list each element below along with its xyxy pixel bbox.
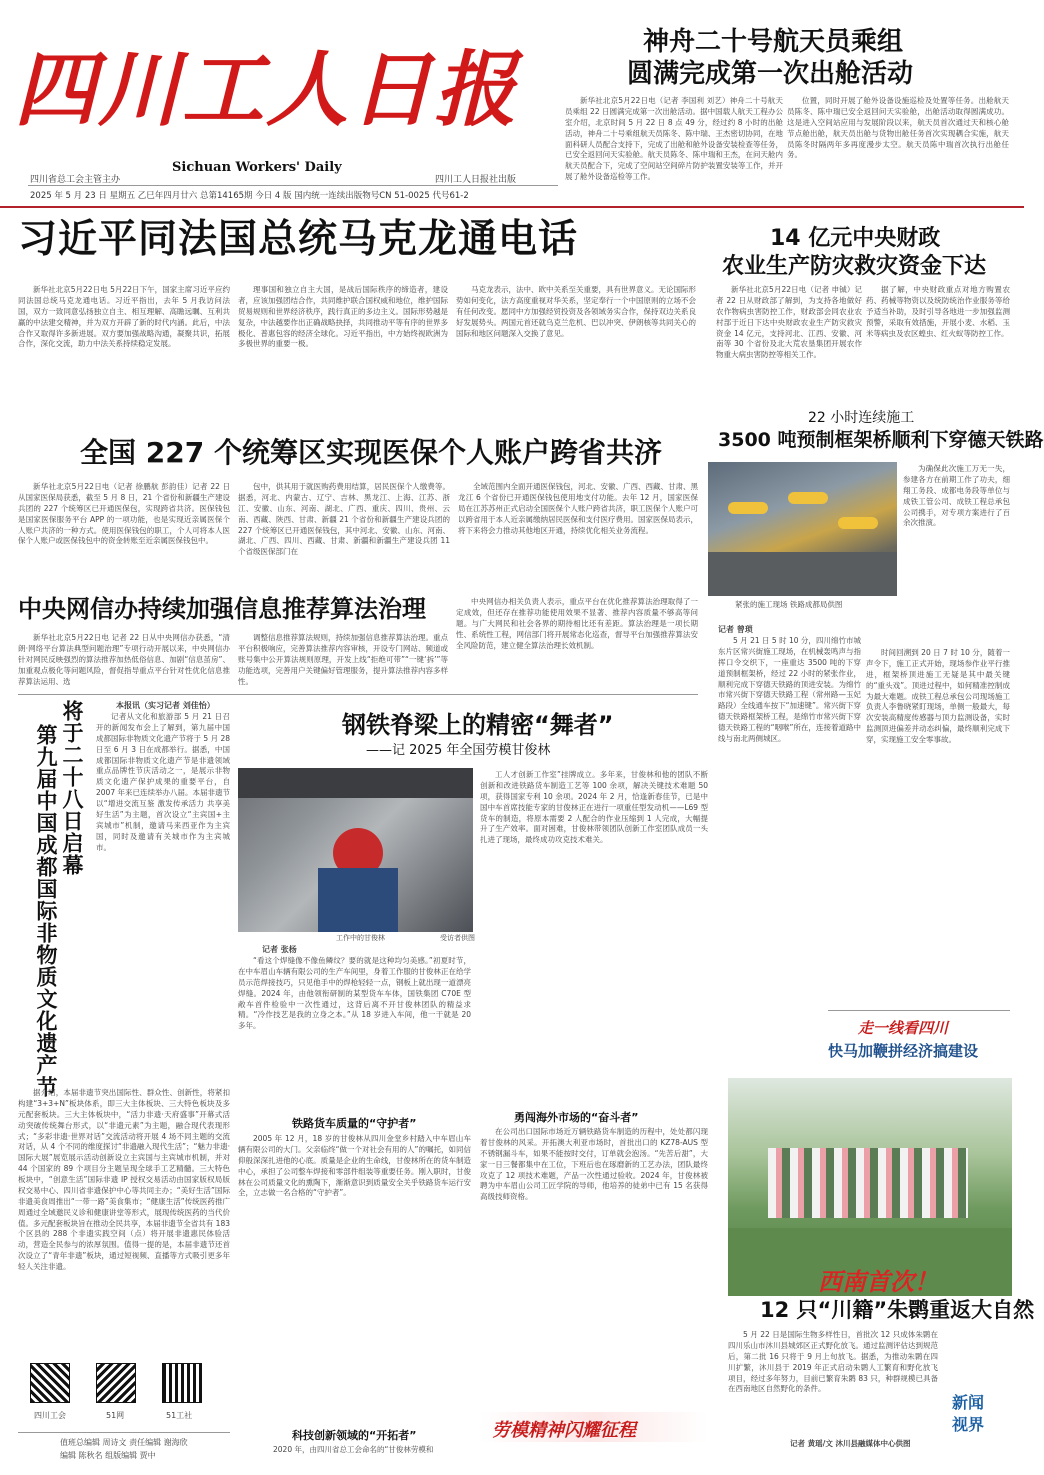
intangible-intro-text: 记者从文化和旅游部 5 月 21 日召开的新闻发布会上了解到，第九届中国成都国际非物质文化遗产节将于 5 月 28 日至 6 月 3 日在成都举行。据悉，中国成都国际非物质文化遗产节是非遗领域重点品牌性节庆活动之一，是展示非物质文化遗产保护成果的重要平台，自 2007 年来已连续举办八届。本届非遗节以“增进交流互鉴 激发传承活力 共享美好生活”为主题，首次设立“主宾国+主宾城市”机制，邀请马来西亚作为主宾国，同时及邀请有关城市作为主宾城市。 <box>96 712 230 852</box>
medical-text-3: 全域范围内全面开通医保钱包，河北、安徽、广西、西藏、甘肃、黑龙江 6 个省份已开通医保钱包使用地支付功能。去年 12 月，国家医保局在江苏苏州正式启动全国医保个人账户跨省共济，职工医保个人账户可以跨省用于本人近亲属缴纳居民医保和支付医疗费用。国家医保局表示，将下来将会力推动其他地区开通，持续优化相关业务流程。 <box>458 482 698 535</box>
masthead-issue-line: 2025 年 5 月 23 日 星期五 乙巳年四月廿六 总第14165期 今日 4 版 国内统一连续出版物号CN 51-0025 代号61-2 <box>30 191 469 201</box>
railway-headline: 3500 吨预制框架桥顺利下穿德天铁路 <box>718 429 1044 451</box>
shenzhou-col-1 <box>565 96 783 194</box>
lead-text-3: 马克龙表示，法中、欧中关系至关重要，具有世界意义。无论国际形势如何变化，法方高度重视对华关系，坚定奉行一个中国原则的立场不会有任何改变。愿同中方加强经贸投资及各领域务实合作，保持双边关系良好发展势头。两国元首还就乌克兰危机、巴以冲突、伊朗核等共同关心的国际和地区问题深入交换了意见。 <box>456 285 696 338</box>
feature-photo-credit: 受访者供图 <box>440 934 475 942</box>
qr-label-1: 四川工会 <box>34 1411 66 1420</box>
railway-text-1: 5 月 21 日 5 时 10 分，四川绵竹市城东片区常兴街施工现场，在机械轰鸣声与指挥口令交织下，一座重达 3500 吨的下穿道预制框架桥，经过 22 小时的紧张作业，顺利完成下穿德天铁路的顶进安装。为绵竹市常兴街下穿德天铁路工程（常州路—玉妃路段）全线通车按下“加速键”。常兴街下穿德天铁路框架桥工程，是绵竹市常兴街下穿德天铁路工程的“咽喉”所在，连接着道路中线与南北两侧城区。 <box>718 636 861 743</box>
railway-kicker: 22 小时连续施工 <box>808 410 915 426</box>
masthead-english: Sichuan Workers' Daily <box>172 160 342 175</box>
ibis-photo-overlay: 西南首次！ <box>818 1268 938 1296</box>
qr-code-2[interactable] <box>96 1363 136 1403</box>
qr-code-3[interactable] <box>162 1363 202 1403</box>
finance-text-2: 据了解，中央财政重点对地方购置农药、药械等物资以及统防统治作业服务等给予适当补助，及时引导各地进一步加强监测预警，采取有效措施，开展小麦、水稻、玉米等病虫及农区蝗虫、红火蚁等防控工作。 <box>866 285 1010 338</box>
qr-code-1[interactable] <box>30 1363 70 1403</box>
lead-headline: 习近平同法国总统马克龙通电话 <box>18 217 579 262</box>
feature-col-2 <box>480 770 708 1110</box>
news-vision-tag <box>948 1388 1008 1434</box>
news-vision-tag-2: 视界 <box>952 1415 985 1434</box>
feature-photo <box>238 768 473 932</box>
algorithm-col-2 <box>238 633 448 689</box>
shenzhou-headline-1: 神舟二十号航天员乘组 <box>643 27 904 57</box>
feature-photo-caption: 工作中的甘俊林 <box>336 934 385 942</box>
lead-col-3 <box>456 285 696 405</box>
feature-section-3: 科技创新领域的“开拓者” <box>292 1429 417 1442</box>
lead-text-1: 新华社北京5月22日电 5月22日下午，国家主席习近平应约同法国总统马克龙通电话。习近平指出，去年 5 月我访问法国，双方一致同意弘扬独立自主、相互理解、高瞻远瞩、互利共赢的中法建交精神，并为双方开辟了新的时代内涵。此后，中法合作又取得许多新进展。双方要加强战略沟通，凝聚共识，拓展合作，深化交流，助力中法关系持续稳定发展。 <box>18 285 230 349</box>
medical-headline: 全国 227 个统筹区实现医保个人账户跨省共济 <box>80 436 662 469</box>
intangible-vertical-headline-1: 将于二十八日启幕 <box>60 700 84 876</box>
shenzhou-headline-2: 圆满完成第一次出舱活动 <box>627 59 914 89</box>
railway-col-1 <box>718 636 861 1006</box>
railway-photo-caption: 紧张的施工现场 铁路成都局供图 <box>735 600 843 609</box>
ibis-headline: 12 只“川籍”朱鹮重返大自然 <box>760 1298 1035 1322</box>
feature-col-1b <box>238 1134 471 1422</box>
qr-label-3: 51工社 <box>166 1411 193 1420</box>
shenzhou-text-1: 新华社北京5月22日电（记者 李国利 刘艺）神舟二十号航天员乘组 22 日圆满完成第一次出舱活动。据中国载人航天工程办公室介绍，北京时间 5 月 22 日 8 点 49 分，经过约 8 小时的出舱活动，神舟二十号乘组航天员陈冬、陈中瑞、王杰密切协同，在地面科研人员配合支持下，完成了出舱和舱外设备安装检查等任务，已安全返回问天实验舱。航天员陈冬、陈中瑞和王杰，在问天舱内航天员配合下，完成了空间站空间碎片防护装置安装等工作，并开展了舱外设备巡检等工作。 <box>565 96 783 182</box>
finance-col-1 <box>716 285 862 401</box>
feature-section-1: 铁路货车质量的“守护者” <box>292 1117 417 1130</box>
masthead-logo: 四川工人日报 <box>14 42 518 138</box>
railway-photo <box>708 462 897 596</box>
intangible-body-text: 据介绍，本届非遗节突出国际性、群众性、创新性，将紧扣构建“3+3+N”板块体系，即三大主体板块、三大特色板块及多元配套板块。三大主体板块中，“活力非遗·天府盛事”开幕式活动突破传统舞台形式，以“非遗元素”为主题，融合现代表现形式；“多彩非遗·世界对话”交流活动将开展 4 场不同主题的交流对话，从 4 个不同的维度探讨“非遗融入现代生活”；“魅力非遗·国际大展”展览展示活动创新设立主宾国与主宾城市机制，并对 44 个国家的 89 个项目分主题呈现全球手工艺精髓。三大特色板块中，“创意生活”国际非遗 IP 授权交易活动由国家版权局版权交易中心、四川省非遗保护中心等共同主办；“美好生活”国际非遗美食周推出“一带一路”美食集市；“健康生活”传统医药推广周通过全域邀民义诊和健康讲堂等形式，展现传统医药的当代价值。多元配套板块旨在推动全民共享，本届非遗节全省共有 183 个区县的 288 个非遗实践空间（点）将开展非遗惠民体验活动，营造全民参与的浓厚氛围。值得一提的是，本届非遗节还首次设立了“青年非遗”板块，通过短视频、直播等方式吸引更多年轻人关注非遗。 <box>18 1088 230 1271</box>
algorithm-text-2: 调整信息推荐算法规则，持续加强信息推荐算法治理。重点平台积极响应，完善算法推荐内容审核，开设专门网站、频道或账号集中公开算法规则原理，开发上线“拒绝可带”“一键‘拆’”等功能选项，完善用户关键偏好管理服务，提升算法推荐内容多样性。 <box>238 633 448 686</box>
editors-line-2: 编辑 陈秋名 组版编辑 贾中 <box>60 1451 156 1460</box>
masthead-rule <box>0 206 1024 208</box>
ibis-credit: 记者 黄瑶/文 沐川县融媒体中心供图 <box>790 1439 911 1448</box>
feature-text-2b: 在公司出口国际市场近万辆铁路货车制造的历程中，处处都闪现着甘俊林的风采。开拓澳大利亚市场时，首批出口的 KZ78-AUS 型不锈钢漏斗车，如果不能按时交付，订单就会泡汤。“先苦后甜”，大家一日三餐都集中在工位，下班后也在琢磨新的工艺办法，团队最终攻克了 12 项技术难题，产品一次性通过验收。2024 年，甘俊林被聘为中车眉山公司工匠学院的导师，他培养的徒弟中已有 15 名获得高级技师资格。 <box>480 1127 708 1202</box>
masthead-right-note: 四川工人日报社出版 <box>435 175 517 185</box>
shenzhou-text-2: 位置，同时开展了舱外设备设施巡检及处置等任务。出舱航天员陈冬、陈中瑞已安全返回问天实验舱，出舱活动取得圆满成功。这是进入空间站应用与发展阶段以来，航天员首次通过天和核心舱节点舱出舱，航天员出舱与货物出舱任务首次实现耦合实施，航天员陈冬时隔两年多再度漫步太空。航天员陈中瑞首次执行出舱任务。 <box>787 96 1009 160</box>
lead-col-1 <box>18 285 230 405</box>
feature-col-1c <box>258 1445 471 1459</box>
railway-text-right: 为确保此次施工万无一失，参建各方在前期工作了功夫，细翔工务段、成都电务段等单位与成铁工管公司、成铁工程总承包公司携手，对专项方案进行了百余次推演。 <box>903 464 1010 528</box>
ibis-text: 5 月 22 日是国际生物多样性日，首批次 12 只成体朱鹮在四川乐山市沐川县城郊区正式野化放飞。通过监测评估达到规范后，第二批 16 只将于 9 月上旬放飞。据悉，为推动朱鹮在四川扩繁，沐川县于 2019 年正式启动朱鹮人工繁育和野化放飞项目，经过多年努力，目前已繁育朱鹮 83 只，种群规模已具备在西南地区自然野化的条件。 <box>728 1330 938 1394</box>
lead-text-2: 理事国和独立自主大国，是战后国际秩序的缔造者，建设者，应该加强团结合作，共同维护联合国权威和地位，维护国际贸易规则和世界经济秩序，践行真正的多边主义。国际形势越是复杂，中法越要作出正确战略抉择，共同推动平等有序的世界多极化、普惠包容的经济全球化。习近平指出，中方始终视欧洲为多极世界的重要一极。 <box>238 285 448 349</box>
intangible-intro <box>96 712 230 1092</box>
finance-text-1: 新华社北京5月22日电（记者 申铖）记者 22 日从财政部了解到，为支持各地做好农作物病虫害防控工作，财政部会同农业农村部于近日下达中央财政农业生产防灾救灾资金 14 亿元，支持河北、江西、安徽、河南等 30 个省份及北大荒农垦集团开展农作物重大病虫害防控等相关工作。 <box>716 285 862 360</box>
editors-line-1: 值班总编辑 周诗文 责任编辑 谢海欣 <box>60 1438 188 1447</box>
editors-divider <box>18 1432 230 1433</box>
qr-label-2: 51网 <box>106 1411 125 1420</box>
economy-banner <box>828 1010 1010 1070</box>
news-vision-tag-1: 新闻 <box>952 1393 985 1412</box>
feature-text-2: 工人才创新工作室”挂牌成立。多年来，甘俊林和他的团队不断创新和改进铁路货车制造工艺等 100 余项，解决关键技术难题 50 项，获得国家专利 10 余项。2024 年 2 月，恰逢新春佳节，已是中国中车首席技能专家的甘俊林正在进行一项重任型发动机——L69 型货车的制造，将原本需要 2 人配合的作业压缩到 1 人完成，大幅提升了生产效率。面对困难，甘俊林带领团队创新工作室团队成员一头扎进了现场，最终成功攻克技术难关。 <box>480 770 708 845</box>
finance-headline-1: 14 亿元中央财政 <box>770 226 941 251</box>
ibis-body <box>728 1330 938 1438</box>
economy-tag: 走一线看四川 <box>858 1019 949 1037</box>
railway-col-2 <box>866 648 1010 1006</box>
economy-headline: 快马加鞭拼经济搞建设 <box>828 1042 979 1060</box>
masthead-left-note: 四川省总工会主管主办 <box>30 175 121 185</box>
medical-col-2 <box>238 482 450 594</box>
finance-headline-2: 农业生产防灾救灾资金下达 <box>722 254 987 279</box>
feature-headline: 钢铁脊梁上的精密“舞者” <box>342 711 614 739</box>
feature-col-2b <box>480 1127 708 1407</box>
railway-text-2: 时间回溯到 20 日 7 时 10 分，随着一声令下，施工正式开始，现场参作业平行推进，框架桥顶进施工无疑是其中最关键的“重头戏”。顶进过程中，如何精准控制成为最大难题。成铁工程总承包公司现场施工负责人李鲁晓紧盯现场，单侧一般最大，每次安装高精度传感器与顶力监测设备，实时监测顶进偏差并动态纠偏，最终顺利完成下穿，实现施工安全零事故。 <box>866 648 1010 744</box>
algorithm-col-1 <box>18 633 230 689</box>
feature-reporter: 记者 张杨 <box>262 945 297 954</box>
railway-reporter: 记者 曾琐 <box>718 625 753 634</box>
algorithm-text-1: 新华社北京5月22日电 记者 22 日从中央网信办获悉，“清朗·网络平台算法典型问题治理”专项行动开展以来，中央网信办针对网民反映强烈的算法推荐加热低俗信息、加剧“信息茧房”、加重观点极化等问题风险，督促指导重点平台针对性优化信息推荐算法运用、选 <box>18 633 230 686</box>
railway-col-right <box>903 464 1010 644</box>
feature-section-2: 勇闯海外市场的“奋斗者” <box>514 1111 639 1124</box>
intangible-vertical-headline-2: 第九届中国成都国际非物质文化遗产节 <box>34 724 58 1098</box>
intangible-body <box>18 1088 230 1346</box>
masthead-divider <box>28 185 558 186</box>
medical-col-1 <box>18 482 230 594</box>
algorithm-text-3: 中央网信办相关负责人表示，重点平台在优化推荐算法治理取得了一定成效，但还存在推荐功能使用效果不显著、推荐内容质量不够高等问题。与广大网民和社会各界的期待相比还有差距。算法治理是一项长期性、系统性工程，网信部门将开展常态化巡查，督导平台加强推荐算法安全风险防范，建立健全算法治理长效机制。 <box>456 597 698 650</box>
model-worker-banner <box>480 1412 708 1442</box>
feature-text-1: “看这个焊缝像不像鱼鳞纹？要的就是这种均匀美感。”初夏时节，在中车眉山车辆有限公司的生产车间里，身着工作服的甘俊林正在给学员示范焊接技巧，只见他手中的焊枪轻轻一点，钢板上就出现一道漂亮焊缝。2024 年，由他领衔研制的某型货车车体，国铁集团 C70E 型敞车首件检验中一次性通过，这背后离不开甘俊林团队的精益求精。“冷作技艺是我的立身之本。”从 18 岁进入车间，他一干就是 20 多年。 <box>238 956 471 1031</box>
lead-col-2 <box>238 285 448 405</box>
feature-text-1b: 2005 年 12 月，18 岁的甘俊林从四川金堂乡村踏入中车眉山车辆有限公司的大门。父亲临终“做一个对社会有用的人”的嘱托，如同信仰般深深扎进他的心底。质量是企业的生命线，甘俊林所在的货车制造中心，承担了公司整车焊接和零部件组装等重要任务。刚入职时，甘俊林在公司质量文化的熏陶下，渐渐意识到质量安全关乎铁路货车运行安全，立志做一名合格的“守护者”。 <box>238 1134 471 1198</box>
model-worker-banner-text: 劳模精神闪耀征程 <box>492 1420 636 1441</box>
feature-text-1c: 2020 年，由四川省总工会命名的“甘俊林劳模和 <box>273 1445 434 1454</box>
shenzhou-col-2 <box>787 96 1009 194</box>
medical-text-2: 包中，供其用于就医购药费用结算，居民医保个人缴费等。据悉，河北、内蒙古、辽宁、吉林、黑龙江、上海、江苏、浙江、安徽、山东、河南、湖北、广西、重庆、四川、贵州、云南、西藏、陕西、甘肃、新疆 21 个省份和新疆生产建设兵团的 227 个统筹区已开通医保钱包，其中河北、安徽、山东、河南、湖北、广西、四川、西藏、甘肃、新疆和新疆生产建设兵团 11 个省级医保部门在 <box>238 482 450 557</box>
intangible-byline: 本报讯（实习记者 刘佳怡） <box>116 701 215 710</box>
feature-subheadline: ——记 2025 年全国劳模甘俊林 <box>366 743 551 758</box>
algorithm-headline: 中央网信办持续加强信息推荐算法治理 <box>18 595 426 623</box>
feature-col-1 <box>238 956 471 1126</box>
finance-col-2 <box>866 285 1010 401</box>
algorithm-col-3 <box>456 597 698 689</box>
medical-text-1: 新华社北京5月22日电（记者 徐鹏航 彭韵佳）记者 22 日从国家医保局获悉，截至 5 月 8 日，21 个省份和新疆生产建设兵团的 227 个统筹区已开通医保包，实现跨省共济。医保钱包是国家医保服务平台 APP 的一项功能，也是实现近亲属医保个人账户共济的一种方式。使用医保钱包的职工，个人可将本人医保个人账户或医保钱包中的资金转账至近亲属医保钱包中。 <box>18 482 230 546</box>
section-divider <box>18 694 698 695</box>
medical-col-3 <box>458 482 698 594</box>
